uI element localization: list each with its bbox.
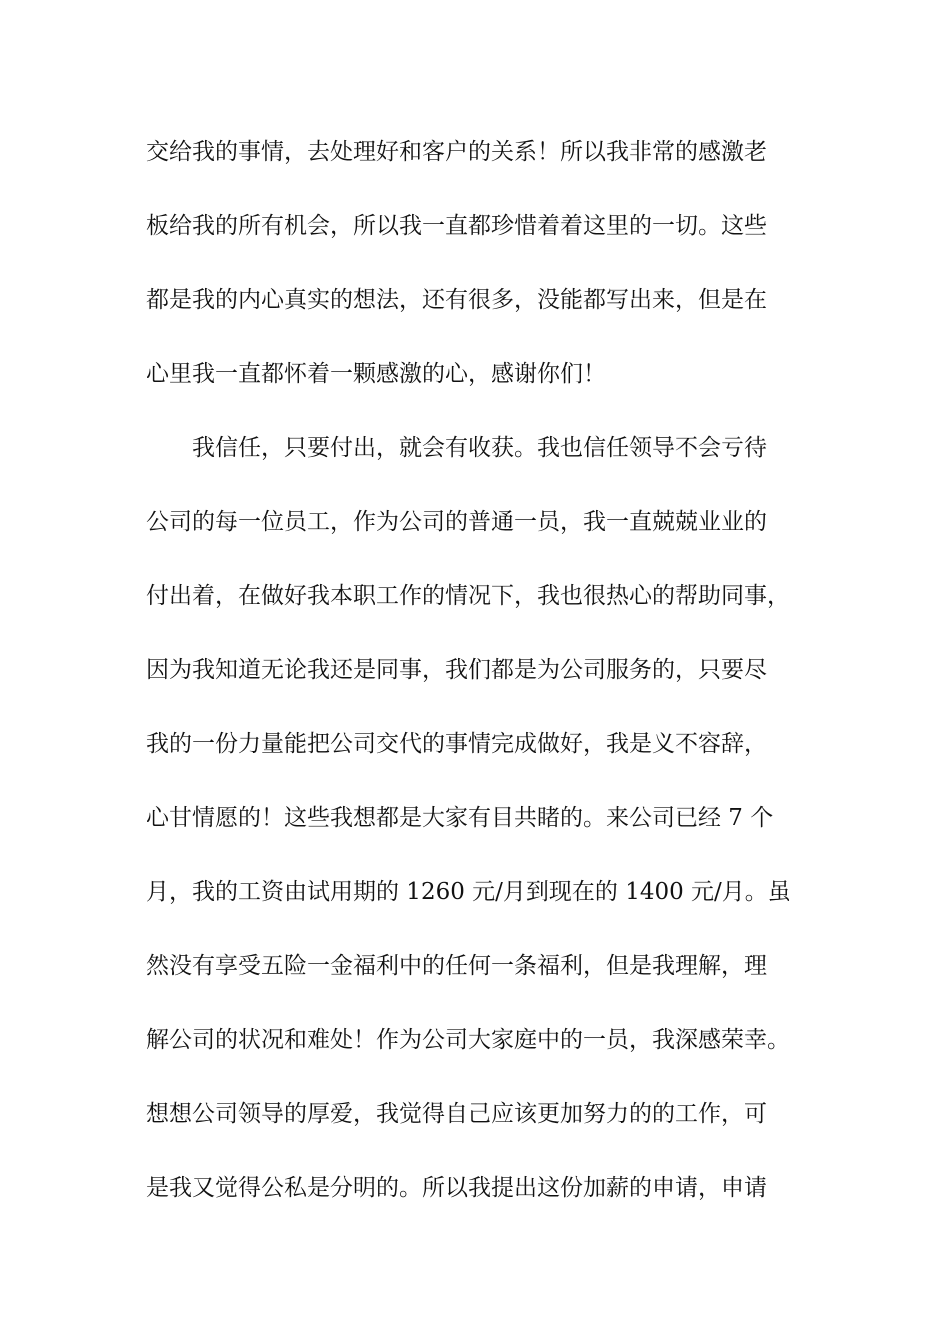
paragraph-start-line: 我信任，只要付出，就会有收获。我也信任领导不会亏待 xyxy=(192,435,767,461)
text-line: 解公司的状况和难处！作为公司大家庭中的一员，我深感荣幸。 xyxy=(146,1027,790,1053)
text-line: 心甘情愿的！这些我想都是大家有目共睹的。来公司已经 7 个 xyxy=(146,805,774,831)
text-line: 公司的每一位员工，作为公司的普通一员，我一直兢兢业业的 xyxy=(146,509,767,535)
text-line: 都是我的内心真实的想法，还有很多，没能都写出来，但是在 xyxy=(146,287,767,313)
text-line: 付出着，在做好我本职工作的情况下，我也很热心的帮助同事， xyxy=(146,583,790,609)
text-line: 交给我的事情，去处理好和客户的关系！所以我非常的感激老 xyxy=(146,139,767,165)
text-line: 想想公司领导的厚爱，我觉得自己应该更加努力的的工作，可 xyxy=(146,1101,767,1127)
text-line: 因为我知道无论我还是同事，我们都是为公司服务的，只要尽 xyxy=(146,657,767,683)
text-line: 月，我的工资由试用期的 1260 元/月到现在的 1400 元/月。虽 xyxy=(146,879,791,905)
text-line: 我的一份力量能把公司交代的事情完成做好，我是义不容辞， xyxy=(146,731,767,757)
text-line: 是我又觉得公私是分明的。所以我提出这份加薪的申请，申请 xyxy=(146,1175,767,1201)
text-line: 板给我的所有机会，所以我一直都珍惜着着这里的一切。这些 xyxy=(146,213,767,239)
document-body xyxy=(146,132,826,1242)
text-line: 心里我一直都怀着一颗感激的心，感谢你们！ xyxy=(146,361,606,387)
text-line: 然没有享受五险一金福利中的任何一条福利，但是我理解，理 xyxy=(146,953,767,979)
